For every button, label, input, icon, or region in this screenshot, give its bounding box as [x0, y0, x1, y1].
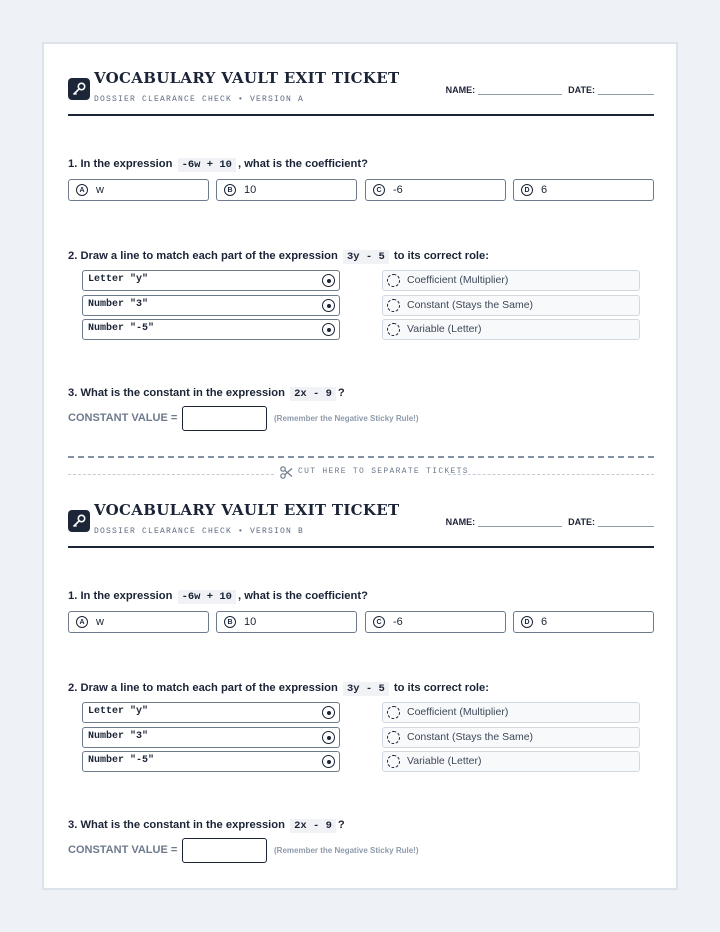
question-1 — [68, 590, 368, 603]
question-2-suffix: to its correct role: — [393, 682, 489, 694]
option-b[interactable] — [216, 611, 357, 633]
question-3-prefix: 3. What is the constant in the expression — [68, 819, 285, 831]
question-3-suffix: ? — [337, 387, 345, 399]
option-text: w — [96, 616, 104, 628]
match-right-item[interactable] — [382, 727, 640, 748]
question-3-prefix: 3. What is the constant in the expression — [68, 387, 285, 399]
match-right-text: Constant (Stays the Same) — [407, 731, 534, 743]
constant-answer-box[interactable] — [182, 838, 267, 863]
question-2 — [68, 682, 489, 695]
match-right-item[interactable] — [382, 319, 640, 340]
question-1-suffix: , what is the coefficient? — [237, 590, 368, 602]
match-left-item[interactable] — [82, 270, 340, 291]
ticket-subtitle: DOSSIER CLEARANCE CHECK • VERSION A — [94, 95, 305, 104]
option-text: -6 — [393, 184, 403, 196]
match-left-text: Letter "y" — [88, 706, 149, 717]
expression-code: 2x - 9 — [290, 819, 336, 833]
question-2-prefix: 2. Draw a line to match each part of the expression — [68, 682, 338, 694]
match-left-text: Number "3" — [88, 299, 149, 310]
match-right-item[interactable] — [382, 295, 640, 316]
connector-target-icon[interactable] — [387, 755, 400, 768]
connector-dot-icon[interactable] — [322, 274, 335, 287]
connector-dot-icon[interactable] — [322, 299, 335, 312]
match-left-item[interactable] — [82, 727, 340, 748]
question-1 — [68, 158, 368, 171]
cut-dashed-line — [68, 474, 274, 475]
constant-label: CONSTANT VALUE = — [68, 412, 178, 424]
match-right-item[interactable] — [382, 270, 640, 291]
expression-code: 2x - 9 — [290, 387, 336, 401]
option-b[interactable] — [216, 179, 357, 201]
name-field[interactable] — [478, 86, 562, 95]
question-3 — [68, 387, 345, 400]
option-letter: A — [76, 184, 88, 196]
connector-target-icon[interactable] — [387, 299, 400, 312]
connector-dot-icon[interactable] — [322, 706, 335, 719]
name-date-fields — [446, 517, 654, 527]
option-letter: D — [521, 184, 533, 196]
match-left-item[interactable] — [82, 702, 340, 723]
name-date-fields — [446, 85, 654, 95]
option-letter: C — [373, 616, 385, 628]
cut-instruction: CUT HERE TO SEPARATE TICKETS — [298, 467, 469, 476]
connector-target-icon[interactable] — [387, 706, 400, 719]
constant-label: CONSTANT VALUE = — [68, 844, 178, 856]
match-left-item[interactable] — [82, 295, 340, 316]
expression-code: 3y - 5 — [343, 250, 389, 264]
ticket-title: VOCABULARY VAULT EXIT TICKET — [94, 69, 400, 87]
question-3-suffix: ? — [337, 819, 345, 831]
ticket-title: VOCABULARY VAULT EXIT TICKET — [94, 501, 400, 519]
match-left-text: Number "-5" — [88, 755, 155, 766]
name-field[interactable] — [478, 518, 562, 527]
cut-line — [68, 456, 654, 476]
connector-target-icon[interactable] — [387, 323, 400, 336]
option-letter: A — [76, 616, 88, 628]
question-1-suffix: , what is the coefficient? — [237, 158, 368, 170]
question-2-prefix: 2. Draw a line to match each part of the expression — [68, 250, 338, 262]
key-icon — [68, 78, 90, 100]
option-c[interactable] — [365, 611, 506, 633]
option-text: -6 — [393, 616, 403, 628]
match-right-text: Coefficient (Multiplier) — [407, 706, 509, 718]
connector-dot-icon[interactable] — [322, 323, 335, 336]
question-3 — [68, 819, 345, 832]
connector-target-icon[interactable] — [387, 731, 400, 744]
date-label: DATE: — [568, 85, 595, 95]
option-letter: D — [521, 616, 533, 628]
option-text: 6 — [541, 616, 548, 628]
constant-answer-box[interactable] — [182, 406, 267, 431]
header-divider — [68, 114, 654, 116]
option-d[interactable] — [513, 179, 654, 201]
option-text: w — [96, 184, 104, 196]
key-icon — [68, 510, 90, 532]
match-right-text: Variable (Letter) — [407, 755, 482, 767]
connector-dot-icon[interactable] — [322, 755, 335, 768]
match-right-text: Variable (Letter) — [407, 323, 482, 335]
date-label: DATE: — [568, 517, 595, 527]
date-field[interactable] — [598, 518, 654, 527]
date-field[interactable] — [598, 86, 654, 95]
question-2-suffix: to its correct role: — [393, 250, 489, 262]
match-right-item[interactable] — [382, 702, 640, 723]
connector-target-icon[interactable] — [387, 274, 400, 287]
worksheet-page — [42, 42, 678, 890]
option-letter: C — [373, 184, 385, 196]
match-left-text: Number "3" — [88, 731, 149, 742]
option-text: 10 — [244, 184, 257, 196]
hint-text: (Remember the Negative Sticky Rule!) — [274, 846, 419, 855]
expression-code: -6w + 10 — [178, 590, 236, 604]
expression-code: -6w + 10 — [178, 158, 236, 172]
expression-code: 3y - 5 — [343, 682, 389, 696]
question-1-prefix: 1. In the expression — [68, 158, 173, 170]
match-left-item[interactable] — [82, 751, 340, 772]
question-1-prefix: 1. In the expression — [68, 590, 173, 602]
cut-dashed-line — [68, 456, 654, 458]
match-left-text: Number "-5" — [88, 323, 155, 334]
name-label: NAME: — [445, 517, 476, 527]
connector-dot-icon[interactable] — [322, 731, 335, 744]
option-text: 10 — [244, 616, 257, 628]
option-letter: B — [224, 616, 236, 628]
cut-dashed-line — [448, 474, 654, 475]
hint-text: (Remember the Negative Sticky Rule!) — [274, 414, 419, 423]
option-d[interactable] — [513, 611, 654, 633]
option-letter: B — [224, 184, 236, 196]
header-divider — [68, 546, 654, 548]
option-a[interactable] — [68, 179, 209, 201]
name-label: NAME: — [445, 85, 476, 95]
match-left-item[interactable] — [82, 319, 340, 340]
ticket-subtitle: DOSSIER CLEARANCE CHECK • VERSION B — [94, 527, 305, 536]
match-right-item[interactable] — [382, 751, 640, 772]
scissors-icon — [280, 466, 293, 479]
match-left-text: Letter "y" — [88, 274, 149, 285]
match-right-text: Constant (Stays the Same) — [407, 299, 534, 311]
option-a[interactable] — [68, 611, 209, 633]
question-2 — [68, 250, 489, 263]
option-c[interactable] — [365, 179, 506, 201]
option-text: 6 — [541, 184, 548, 196]
match-right-text: Coefficient (Multiplier) — [407, 274, 509, 286]
